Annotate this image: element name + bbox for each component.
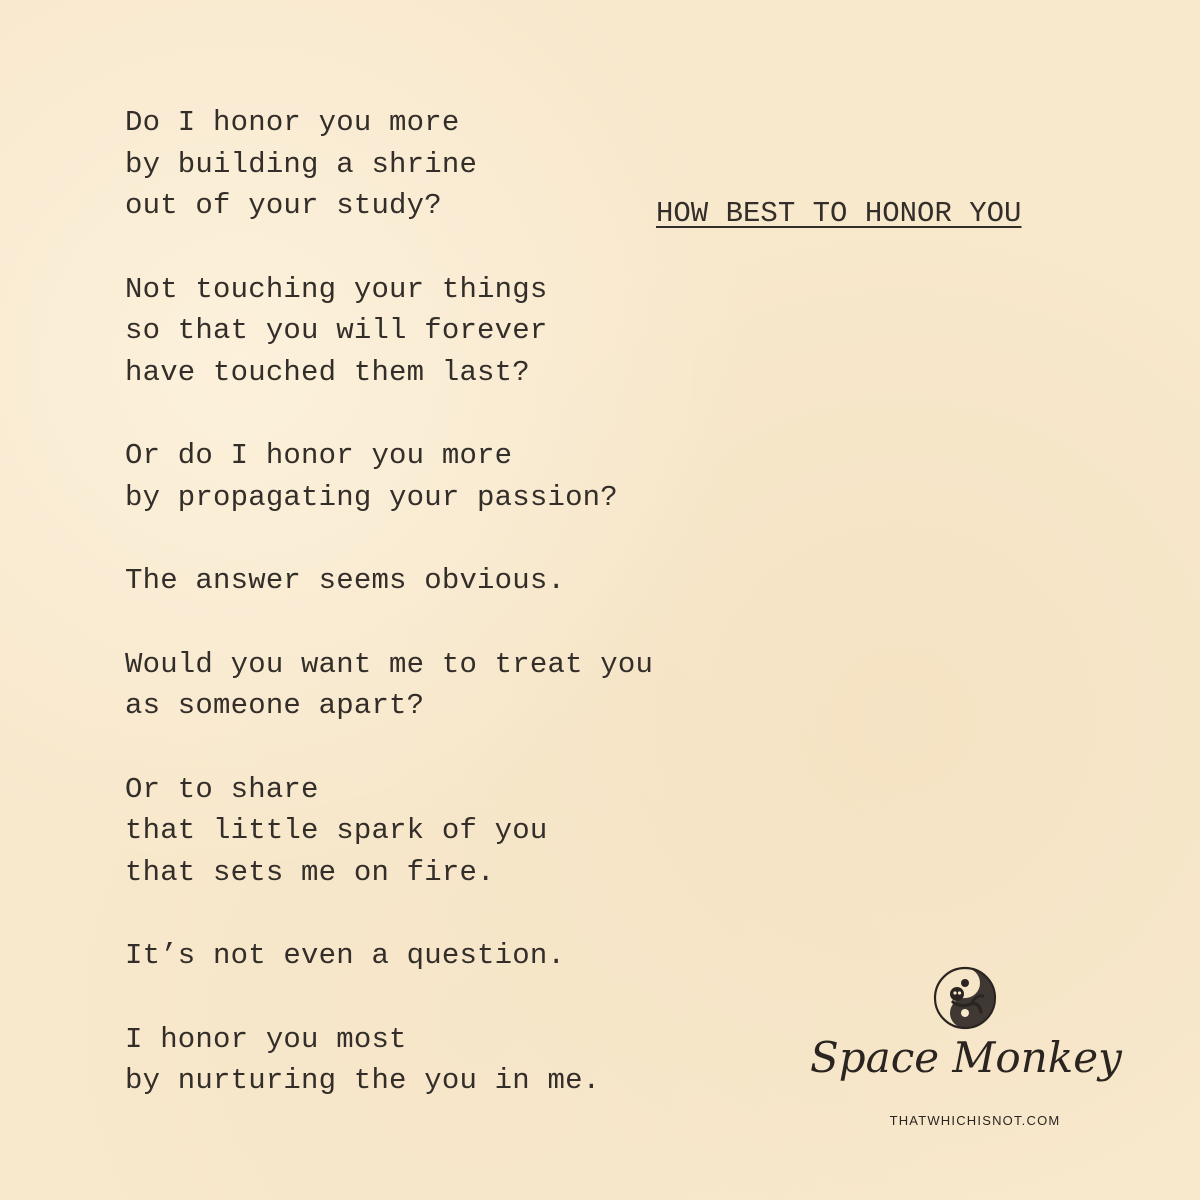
stanza-1 — [125, 102, 653, 227]
stanza-8 — [125, 1019, 653, 1102]
stanza-6 — [125, 769, 653, 894]
poem-line: It’s not even a question. — [125, 939, 566, 972]
poem-body — [125, 102, 653, 1144]
poem-title: HOW BEST TO HONOR YOU — [656, 197, 1022, 230]
stanza-5 — [125, 644, 653, 727]
poem-line: by propagating your passion? — [125, 480, 618, 514]
poem-line: by nurturing the you in me. — [125, 1064, 601, 1097]
stanza-7 — [125, 935, 653, 977]
poem-line: Do I honor you more — [125, 106, 460, 139]
poem-line: out of your study? — [125, 189, 442, 222]
space-monkey-logo-icon — [931, 964, 999, 1032]
brand-url: THATWHICHISNOT.COM — [889, 1113, 1061, 1128]
poem-line: Or to share — [125, 772, 319, 806]
stanza-3 — [125, 435, 653, 518]
poem-line: Would you want me to treat you — [125, 647, 654, 681]
poem-line: I honor you most — [125, 1022, 407, 1056]
brand-name: Space Monkey — [810, 1033, 1122, 1082]
poem-line: The answer seems obvious. — [125, 564, 566, 597]
poem-line: that little spark of you — [125, 814, 548, 847]
poem-line: Not touching your things — [125, 272, 548, 306]
stanza-4 — [125, 560, 653, 602]
poem-line: by building a shrine — [125, 147, 478, 181]
brand-block — [810, 960, 1120, 1140]
poem-line: as someone apart? — [125, 689, 425, 722]
poem-line: that sets me on fire. — [125, 855, 495, 889]
poem-line: have touched them last? — [125, 355, 530, 389]
poem-line: Or do I honor you more — [125, 439, 513, 472]
poem-line: so that you will forever — [125, 314, 548, 347]
stanza-2 — [125, 269, 653, 394]
